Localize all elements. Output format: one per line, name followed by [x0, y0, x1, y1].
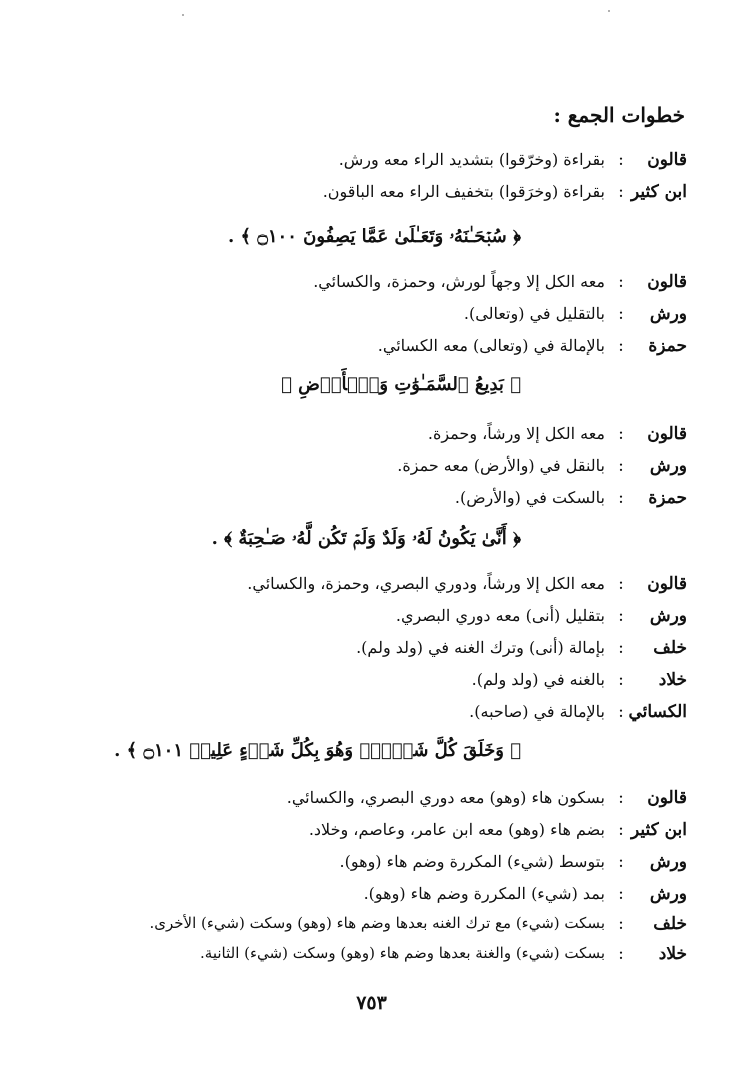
- reading-row: [0, 606, 743, 636]
- reading-row: [0, 944, 743, 974]
- separator-colon: :: [618, 182, 624, 202]
- reading-description: بقراءة (وخرّقوا) بتشديد الراء معه ورش.: [338, 150, 605, 169]
- reading-description: بتقليل (أنى) معه دوري البصري.: [395, 606, 605, 625]
- reading-row: [0, 702, 743, 732]
- reading-description: بتوسط (شيء) المكررة وضم هاء (وهو).: [339, 852, 605, 871]
- separator-colon: :: [618, 606, 624, 626]
- reciter-name: خلف: [653, 638, 687, 658]
- reading-row: [0, 574, 743, 604]
- reciter-name: قالون: [647, 574, 687, 594]
- separator-colon: :: [618, 336, 624, 356]
- reciter-name: ورش: [649, 884, 687, 904]
- reading-row: [0, 304, 743, 334]
- separator-colon: :: [618, 272, 624, 292]
- page-number: ٧٥٣: [356, 992, 387, 1014]
- reading-description: بالإمالة في (وتعالى) معه الكسائي.: [377, 336, 605, 355]
- reading-row: [0, 670, 743, 700]
- reading-row: [0, 456, 743, 486]
- reading-description: معه الكل إلا ورشاً، وحمزة.: [427, 424, 605, 443]
- separator-colon: :: [618, 638, 624, 658]
- reading-description: بقراءة (وخرَقوا) بتخفيف الراء معه الباقون.: [322, 182, 605, 201]
- separator-colon: :: [618, 574, 624, 594]
- reciter-name: ابن كثير: [630, 820, 687, 840]
- reading-row: [0, 336, 743, 366]
- reading-description: معه الكل إلا ورشاً، ودوري البصري، وحمزة، والكسائي.: [247, 574, 605, 593]
- reading-row: [0, 150, 743, 180]
- scan-speck: [182, 14, 184, 16]
- reciter-name: حمزة: [648, 488, 687, 508]
- reading-description: بضم هاء (وهو) معه ابن عامر، وعاصم، وخلاد.: [308, 820, 605, 839]
- quran-verse: ﴿ أَنَّىٰ يَكُونُ لَهُۥ وَلَدٌ وَلَمۡ تَكُن لَّهُۥ صَـٰحِبَةٌ ﴾ .: [211, 528, 521, 549]
- reading-description: بالسكت في (والأرض).: [454, 488, 605, 507]
- reading-description: معه الكل إلا وجهاً لورش، وحمزة، والكسائي.: [313, 272, 605, 291]
- reciter-name: قالون: [647, 150, 687, 170]
- reading-row: [0, 638, 743, 668]
- reciter-name: خلاد: [658, 670, 687, 690]
- reading-row: [0, 820, 743, 850]
- reading-description: بالغنه في (ولد ولم).: [471, 670, 605, 689]
- quran-verse: ﴿ سُبۡحَـٰنَهُۥ وَتَعَـٰلَىٰ عَمَّا يَصِفُونَ ۝١٠٠ ﴾ .: [227, 226, 521, 247]
- reading-row: [0, 488, 743, 518]
- reciter-name: قالون: [647, 424, 687, 444]
- reading-row: [0, 272, 743, 302]
- reading-description: بمد (شيء) المكررة وضم هاء (وهو).: [363, 884, 605, 903]
- reciter-name: الكسائي: [628, 702, 687, 722]
- reciter-name: ابن كثير: [630, 182, 687, 202]
- reading-row: [0, 788, 743, 818]
- reciter-name: خلف: [653, 914, 687, 934]
- reading-description: بالتقليل في (وتعالى).: [463, 304, 605, 323]
- reading-description: بسكت (شيء) مع ترك الغنه بعدها وضم هاء (وهو) وسكت (شيء) الأخرى.: [149, 914, 605, 932]
- separator-colon: :: [618, 944, 624, 964]
- reciter-name: ورش: [649, 304, 687, 324]
- separator-colon: :: [618, 304, 624, 324]
- separator-colon: :: [618, 788, 624, 808]
- section-heading: خطوات الجمع :: [553, 103, 685, 127]
- reciter-name: ورش: [649, 606, 687, 626]
- separator-colon: :: [618, 852, 624, 872]
- reading-description: بالإمالة في (صاحبه).: [469, 702, 605, 721]
- reciter-name: قالون: [647, 788, 687, 808]
- reading-description: بسكت (شيء) والغنة بعدها وضم هاء (وهو) وسكت (شيء) الثانية.: [200, 944, 605, 962]
- reading-row: [0, 914, 743, 944]
- separator-colon: :: [618, 488, 624, 508]
- separator-colon: :: [618, 424, 624, 444]
- quran-verse: ﴿ وَخَلَقَ كُلَّ شَيۡءٖۖ وَهُوَ بِكُلِّ شَيۡءٍ عَلِيمٞ ۝١٠١ ﴾ .: [114, 740, 521, 761]
- reading-row: [0, 424, 743, 454]
- reading-row: [0, 852, 743, 882]
- reciter-name: ورش: [649, 852, 687, 872]
- reading-description: بالنقل في (والأرض) معه حمزة.: [397, 456, 605, 475]
- separator-colon: :: [618, 456, 624, 476]
- reciter-name: حمزة: [648, 336, 687, 356]
- separator-colon: :: [618, 884, 624, 904]
- reading-row: [0, 182, 743, 212]
- reading-row: [0, 884, 743, 914]
- separator-colon: :: [618, 670, 624, 690]
- quran-verse: ﴿ بَدِيعُ ٱلسَّمَـٰوَٰتِ وَٱلۡأَرۡضِ ﴾: [281, 374, 521, 395]
- separator-colon: :: [618, 702, 624, 722]
- scan-speck: [608, 10, 610, 12]
- separator-colon: :: [618, 914, 624, 934]
- reciter-name: قالون: [647, 272, 687, 292]
- reading-description: بسكون هاء (وهو) معه دوري البصري، والكسائي.: [286, 788, 605, 807]
- separator-colon: :: [618, 820, 624, 840]
- reciter-name: خلاد: [658, 944, 687, 964]
- reciter-name: ورش: [649, 456, 687, 476]
- reading-description: بإمالة (أنى) وترك الغنه في (ولد ولم).: [356, 638, 605, 657]
- separator-colon: :: [618, 150, 624, 170]
